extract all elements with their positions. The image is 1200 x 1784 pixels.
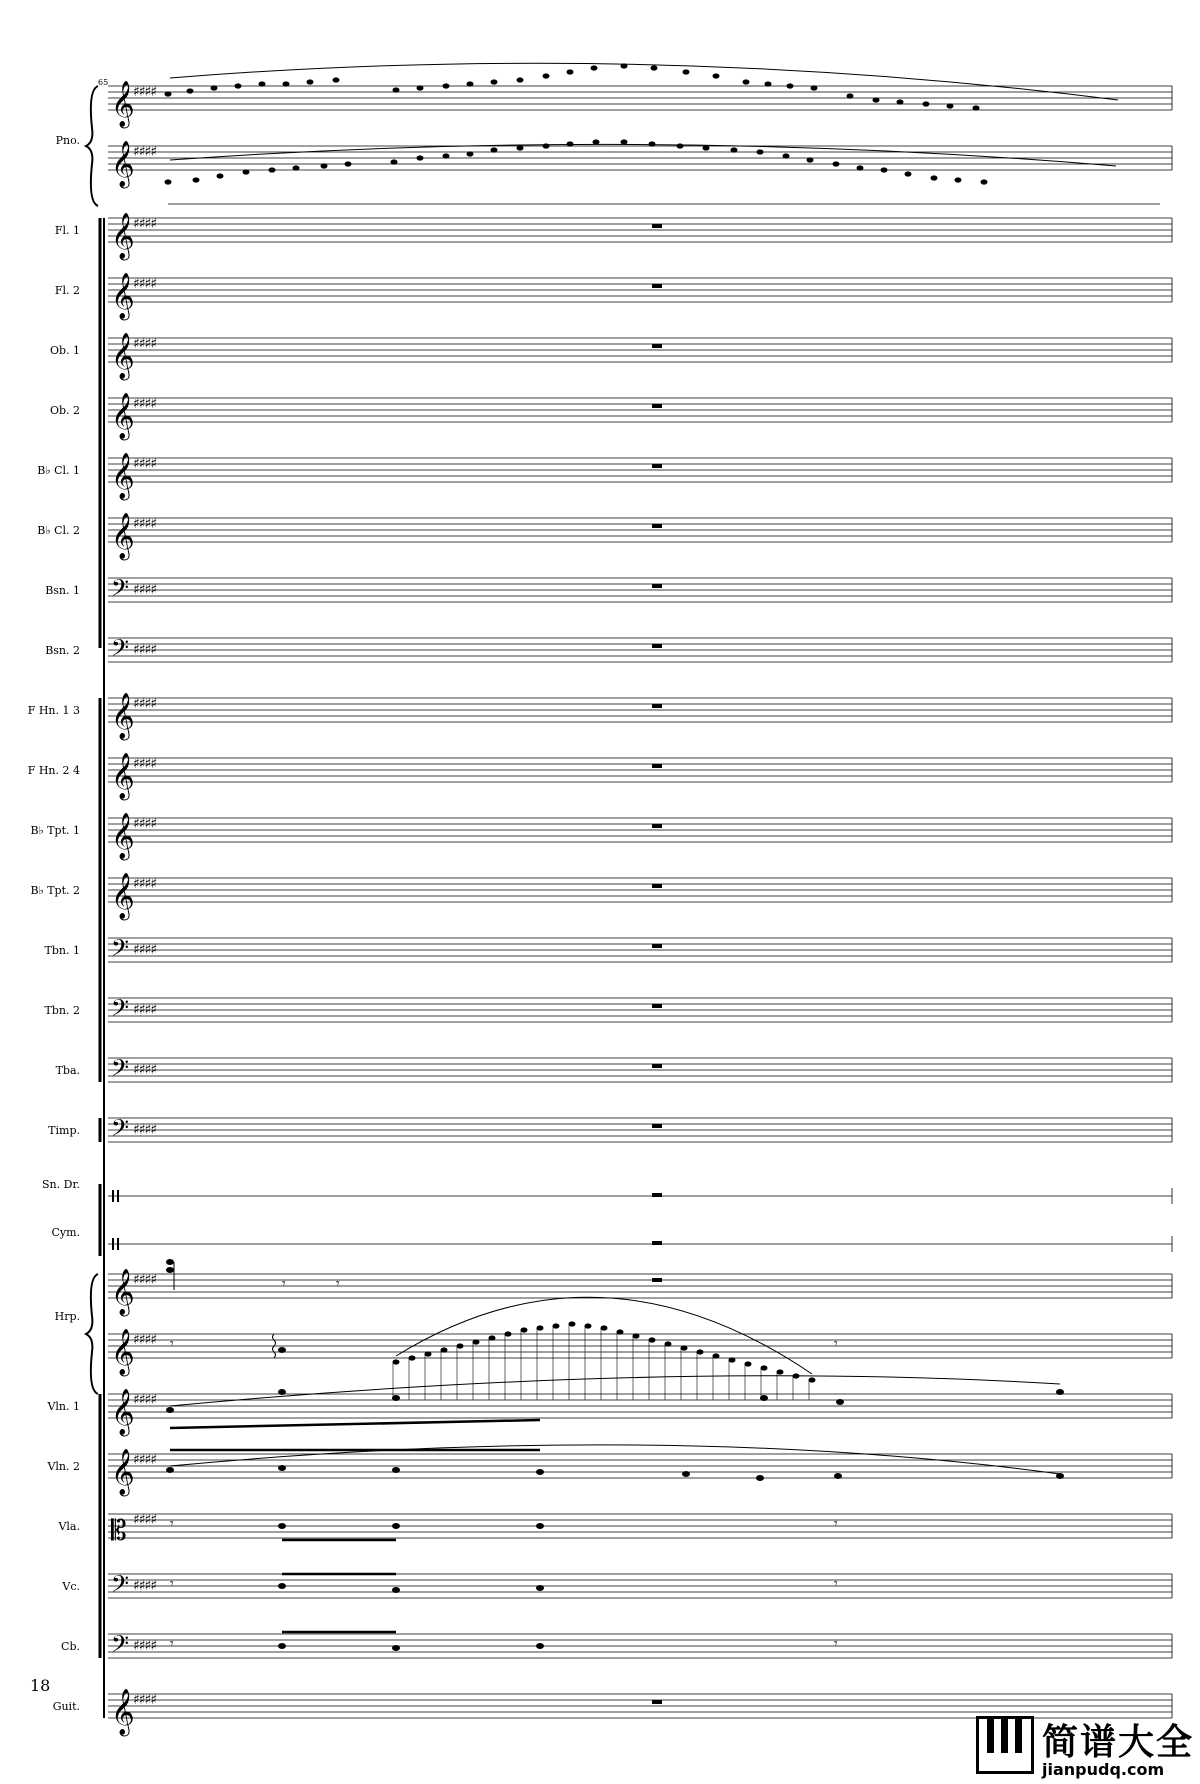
violin-1-note-4	[836, 1399, 844, 1405]
harp-lh-eighth-rest-end: 𝄾	[834, 1336, 838, 1352]
contrabass-eighth-rest-end: 𝄾	[834, 1636, 838, 1652]
piano-lh-note-10	[443, 153, 450, 158]
whole-rest-bassoon-1	[652, 584, 662, 588]
piano-lh-note-3	[243, 169, 250, 174]
clef-treble-clarinet-2: 𝄞	[111, 513, 135, 559]
key-signature-bassoon-1: ♯♯♯♯	[133, 582, 157, 598]
harp-lh-arpeggio-note-0	[393, 1359, 400, 1364]
piano-lh-note-30	[955, 177, 962, 182]
harp-lh-arpeggio-note-24	[777, 1369, 784, 1374]
piano-rh-note-21	[743, 79, 750, 84]
clef-treble-piano-lh: 𝄞	[111, 141, 135, 187]
piano-lh-note-29	[931, 175, 938, 180]
violin-2-note-0	[166, 1467, 174, 1473]
whole-rest-oboe-2	[652, 404, 662, 408]
harp-lh-arpeggio-note-1	[409, 1355, 416, 1360]
label-clarinet-1: B♭ Cl. 1	[37, 464, 80, 477]
harp-rh-note-low	[166, 1267, 174, 1273]
piano-lh-note-5	[293, 165, 300, 170]
label-guitar: Guit.	[52, 1700, 80, 1713]
clef-treble-clarinet-1: 𝄞	[111, 453, 135, 499]
clef-treble-violin-2: 𝄞	[111, 1449, 135, 1495]
clef-treble-guitar: 𝄞	[111, 1689, 135, 1735]
label-piano: Pno.	[55, 134, 80, 147]
whole-rest-guitar	[652, 1700, 662, 1704]
viola-eighth-rest-end: 𝄾	[834, 1516, 838, 1532]
clef-bass-cello: 𝄢	[111, 1570, 130, 1603]
harp-rh-half-rest	[652, 1278, 662, 1282]
piano-rh-note-28	[923, 101, 930, 106]
label-trombone-1: Tbn. 1	[44, 944, 80, 957]
piano-lh-note-9	[417, 155, 424, 160]
harp-lh-arpeggio-note-18	[681, 1345, 688, 1350]
piano-rh-note-18	[651, 65, 658, 70]
clef-treble-harp-rh: 𝄞	[111, 1269, 135, 1315]
piano-rh-note-16	[591, 65, 598, 70]
piano-rh-note-23	[787, 83, 794, 88]
piano-lh-note-31	[981, 179, 988, 184]
piano-lh-note-26	[857, 165, 864, 170]
page-number: 18	[30, 1676, 51, 1695]
whole-rest-oboe-1	[652, 344, 662, 348]
label-trumpet-2: B♭ Tpt. 2	[30, 884, 80, 897]
piano-lh-note-23	[783, 153, 790, 158]
measure-number: 65	[98, 78, 109, 87]
watermark-title: 简谱大全	[1042, 1722, 1195, 1763]
violin-1-note-3	[760, 1395, 768, 1401]
label-snare-drum: Sn. Dr.	[42, 1178, 80, 1191]
piano-lh-note-2	[217, 173, 224, 178]
piano-rh-note-11	[467, 81, 474, 86]
harp-lh-eighth-rest: 𝄾	[170, 1336, 174, 1352]
piano-rh-note-15	[567, 69, 574, 74]
clef-bass-tuba: 𝄢	[111, 1054, 130, 1087]
cello-eighth-rest: 𝄾	[170, 1576, 174, 1592]
key-signature-trumpet-1: ♯♯♯♯	[133, 816, 157, 832]
viola-eighth-rest: 𝄾	[170, 1516, 174, 1532]
perc-clef-right-snare-drum	[117, 1190, 119, 1202]
harp-lh-arpeggio-note-16	[649, 1337, 656, 1342]
piano-lh-note-13	[517, 145, 524, 150]
label-flute-2: Fl. 2	[54, 284, 80, 297]
piano-lh-note-6	[321, 163, 328, 168]
label-timpani: Timp.	[48, 1124, 80, 1137]
whole-rest-cymbal	[652, 1241, 662, 1245]
watermark-url: jianpudq.com	[1042, 1760, 1165, 1779]
key-signature-guitar: ♯♯♯♯	[133, 1692, 157, 1708]
piano-lh-note-18	[649, 141, 656, 146]
key-signature-violin-1: ♯♯♯♯	[133, 1392, 157, 1408]
label-viola: Vla.	[58, 1520, 80, 1533]
clef-treble-flute-2: 𝄞	[111, 273, 135, 319]
clef-treble-oboe-2: 𝄞	[111, 393, 135, 439]
key-signature-oboe-1: ♯♯♯♯	[133, 336, 157, 352]
harp-lh-arpeggio-note-26	[809, 1377, 816, 1382]
harp-rh-eighth-rest: 𝄾	[282, 1276, 286, 1292]
label-oboe-1: Ob. 1	[49, 344, 80, 357]
harp-lh-arpeggio-note-11	[569, 1321, 576, 1326]
key-signature-viola: ♯♯♯♯	[133, 1512, 157, 1528]
viola-note-0	[278, 1523, 286, 1529]
label-horn-2-4: F Hn. 2 4	[27, 764, 80, 777]
clef-bass-timpani: 𝄢	[111, 1114, 130, 1147]
piano-rh-note-20	[713, 73, 720, 78]
piano-rh-note-29	[947, 103, 954, 108]
key-signature-piano-rh: ♯♯♯♯	[133, 84, 157, 100]
label-violin-2: Vln. 2	[47, 1460, 80, 1473]
piano-rh-note-8	[393, 87, 400, 92]
viola-note-1	[392, 1523, 400, 1529]
whole-rest-clarinet-2	[652, 524, 662, 528]
piano-lh-note-12	[491, 147, 498, 152]
clef-treble-piano-rh: 𝄞	[111, 81, 135, 127]
piano-lh-note-0	[165, 179, 172, 184]
piano-rh-note-7	[333, 77, 340, 82]
key-signature-violin-2: ♯♯♯♯	[133, 1452, 157, 1468]
harp-lh-arpeggio-note-10	[553, 1323, 560, 1328]
piano-rh-note-14	[543, 73, 550, 78]
violin-2-note-2	[392, 1467, 400, 1473]
piano-lh-note-7	[345, 161, 352, 166]
piano-rh-note-9	[417, 85, 424, 90]
harp-lh-arpeggio-note-19	[697, 1349, 704, 1354]
violin-2-note-3	[536, 1469, 544, 1475]
piano-lh-note-20	[703, 145, 710, 150]
whole-rest-trombone-2	[652, 1004, 662, 1008]
harp-lh-chord	[278, 1347, 286, 1353]
piano-lh-note-27	[881, 167, 888, 172]
whole-rest-clarinet-1	[652, 464, 662, 468]
piano-lh-note-28	[905, 171, 912, 176]
whole-rest-flute-1	[652, 224, 662, 228]
piano-lh-note-1	[193, 177, 200, 182]
whole-rest-trumpet-2	[652, 884, 662, 888]
clef-bass-contrabass: 𝄢	[111, 1630, 130, 1663]
whole-rest-trumpet-1	[652, 824, 662, 828]
contrabass-note-1	[392, 1645, 400, 1651]
label-cello: Vc.	[62, 1580, 80, 1593]
label-bassoon-1: Bsn. 1	[45, 584, 80, 597]
key-signature-contrabass: ♯♯♯♯	[133, 1638, 157, 1654]
key-signature-tuba: ♯♯♯♯	[133, 1062, 157, 1078]
piano-rh-note-2	[211, 85, 218, 90]
key-signature-trumpet-2: ♯♯♯♯	[133, 876, 157, 892]
viola-note-2	[536, 1523, 544, 1529]
key-signature-cello: ♯♯♯♯	[133, 1578, 157, 1594]
harp-brace	[86, 1274, 98, 1394]
piano-rh-note-0	[165, 91, 172, 96]
harp-lh-arpeggio-note-3	[441, 1347, 448, 1352]
label-clarinet-2: B♭ Cl. 2	[37, 524, 80, 537]
cello-note-1	[392, 1587, 400, 1593]
harp-lh-arpeggio-note-4	[457, 1343, 464, 1348]
violin-1-beam	[170, 1420, 540, 1428]
clef-treble-trumpet-1: 𝄞	[111, 813, 135, 859]
piano-rh-note-27	[897, 99, 904, 104]
piano-rh-note-30	[973, 105, 980, 110]
piano-lh-note-19	[677, 143, 684, 148]
key-signature-harp-rh: ♯♯♯♯	[133, 1272, 157, 1288]
harp-lh-arpeggio-note-14	[617, 1329, 624, 1334]
cello-note-0	[278, 1583, 286, 1589]
piano-rh-note-12	[491, 79, 498, 84]
clef-treble-trumpet-2: 𝄞	[111, 873, 135, 919]
piano-rh-note-22	[765, 81, 772, 86]
piano-rh-note-6	[307, 79, 314, 84]
clef-bass-trombone-1: 𝄢	[111, 934, 130, 967]
harp-lh-arpeggio-note-5	[473, 1339, 480, 1344]
harp-lh-arpeggio-note-8	[521, 1327, 528, 1332]
label-harp: Hrp.	[54, 1310, 80, 1323]
whole-rest-horn-1-3	[652, 704, 662, 708]
clef-alto-viola: 𝄡	[111, 1514, 127, 1547]
key-signature-piano-lh: ♯♯♯♯	[133, 144, 157, 160]
harp-lh-arpeggio-note-12	[585, 1323, 592, 1328]
piano-rh-note-25	[847, 93, 854, 98]
piano-lh-slur	[170, 144, 1116, 166]
piano-lh-note-4	[269, 167, 276, 172]
whole-rest-trombone-1	[652, 944, 662, 948]
contrabass-note-2	[536, 1643, 544, 1649]
harp-lh-arpeggio-note-23	[761, 1365, 768, 1370]
label-tuba: Tba.	[55, 1064, 80, 1077]
piano-lh-note-11	[467, 151, 474, 156]
label-bassoon-2: Bsn. 2	[45, 644, 80, 657]
clef-treble-horn-1-3: 𝄞	[111, 693, 135, 739]
label-contrabass: Cb.	[61, 1640, 80, 1653]
piano-lh-note-25	[833, 161, 840, 166]
violin-2-note-6	[834, 1473, 842, 1479]
piano-rh-note-3	[235, 83, 242, 88]
label-flute-1: Fl. 1	[54, 224, 80, 237]
cello-eighth-rest-end: 𝄾	[834, 1576, 838, 1592]
harp-lh-arpeggio-note-15	[633, 1333, 640, 1338]
perc-clef-left-snare-drum	[112, 1190, 114, 1202]
harp-lh-arpeggio-note-7	[505, 1331, 512, 1336]
harp-lh-arpeggio-note-21	[729, 1357, 736, 1362]
piano-lh-note-24	[807, 157, 814, 162]
clef-treble-harp-lh: 𝄞	[111, 1329, 135, 1375]
piano-lh-note-8	[391, 159, 398, 164]
whole-rest-tuba	[652, 1064, 662, 1068]
whole-rest-horn-2-4	[652, 764, 662, 768]
clef-bass-bassoon-2: 𝄢	[111, 634, 130, 667]
cello-note-2	[536, 1585, 544, 1591]
label-violin-1: Vln. 1	[47, 1400, 80, 1413]
whole-rest-flute-2	[652, 284, 662, 288]
key-signature-oboe-2: ♯♯♯♯	[133, 396, 157, 412]
violin-2-note-4	[682, 1471, 690, 1477]
piano-keys-icon	[976, 1716, 1034, 1774]
violin-2-note-7	[1056, 1473, 1064, 1479]
key-signature-trombone-2: ♯♯♯♯	[133, 1002, 157, 1018]
violin-1-slur	[170, 1376, 1060, 1406]
piano-lh-note-22	[757, 149, 764, 154]
piano-lh-note-17	[621, 139, 628, 144]
key-signature-timpani: ♯♯♯♯	[133, 1122, 157, 1138]
piano-rh-note-5	[283, 81, 290, 86]
whole-rest-bassoon-2	[652, 644, 662, 648]
violin-1-note-2	[392, 1395, 400, 1401]
clef-treble-flute-1: 𝄞	[111, 213, 135, 259]
violin-1-note-1	[278, 1389, 286, 1395]
whole-rest-timpani	[652, 1124, 662, 1128]
violin-1-note-0	[166, 1407, 174, 1413]
harp-lh-arpeggio-note-22	[745, 1361, 752, 1366]
piano-rh-note-10	[443, 83, 450, 88]
key-signature-trombone-1: ♯♯♯♯	[133, 942, 157, 958]
label-trumpet-1: B♭ Tpt. 1	[30, 824, 80, 837]
piano-rh-note-13	[517, 77, 524, 82]
piano-rh-note-1	[187, 88, 194, 93]
label-horn-1-3: F Hn. 1 3	[27, 704, 80, 717]
key-signature-clarinet-1: ♯♯♯♯	[133, 456, 157, 472]
key-signature-clarinet-2: ♯♯♯♯	[133, 516, 157, 532]
harp-lh-arpeggio-note-20	[713, 1353, 720, 1358]
clef-treble-horn-2-4: 𝄞	[111, 753, 135, 799]
harp-rh-quarter-rest: 𝄾	[336, 1276, 340, 1292]
violin-1-note-5	[1056, 1389, 1064, 1395]
piano-brace	[86, 86, 98, 206]
clef-bass-bassoon-1: 𝄢	[111, 574, 130, 607]
key-signature-horn-2-4: ♯♯♯♯	[133, 756, 157, 772]
clef-treble-oboe-1: 𝄞	[111, 333, 135, 379]
harp-lh-arpeggio-note-2	[425, 1351, 432, 1356]
harp-lh-arpeggio-note-9	[537, 1325, 544, 1330]
piano-rh-note-19	[683, 69, 690, 74]
key-signature-bassoon-2: ♯♯♯♯	[133, 642, 157, 658]
label-cymbal: Cym.	[51, 1226, 80, 1239]
key-signature-harp-lh: ♯♯♯♯	[133, 1332, 157, 1348]
violin-2-note-1	[278, 1465, 286, 1471]
perc-clef-left-cymbal	[112, 1238, 114, 1250]
key-signature-flute-2: ♯♯♯♯	[133, 276, 157, 292]
key-signature-horn-1-3: ♯♯♯♯	[133, 696, 157, 712]
clef-treble-violin-1: 𝄞	[111, 1389, 135, 1435]
harp-lh-arpeggio-note-13	[601, 1325, 608, 1330]
label-trombone-2: Tbn. 2	[44, 1004, 80, 1017]
whole-rest-snare-drum	[652, 1193, 662, 1197]
perc-clef-right-cymbal	[117, 1238, 119, 1250]
key-signature-flute-1: ♯♯♯♯	[133, 216, 157, 232]
piano-rh-note-26	[873, 97, 880, 102]
piano-lh-note-21	[731, 147, 738, 152]
violin-2-note-5	[756, 1475, 764, 1481]
harp-lh-arpeggio-note-17	[665, 1341, 672, 1346]
piano-rh-note-24	[811, 85, 818, 90]
contrabass-eighth-rest: 𝄾	[170, 1636, 174, 1652]
piano-rh-note-4	[259, 81, 266, 86]
clef-bass-trombone-2: 𝄢	[111, 994, 130, 1027]
harp-rh-note	[166, 1259, 174, 1265]
harp-lh-arpeggio-note-6	[489, 1335, 496, 1340]
contrabass-note-0	[278, 1643, 286, 1649]
label-oboe-2: Ob. 2	[49, 404, 80, 417]
watermark-logo	[976, 1716, 1200, 1784]
piano-lh-note-16	[593, 139, 600, 144]
